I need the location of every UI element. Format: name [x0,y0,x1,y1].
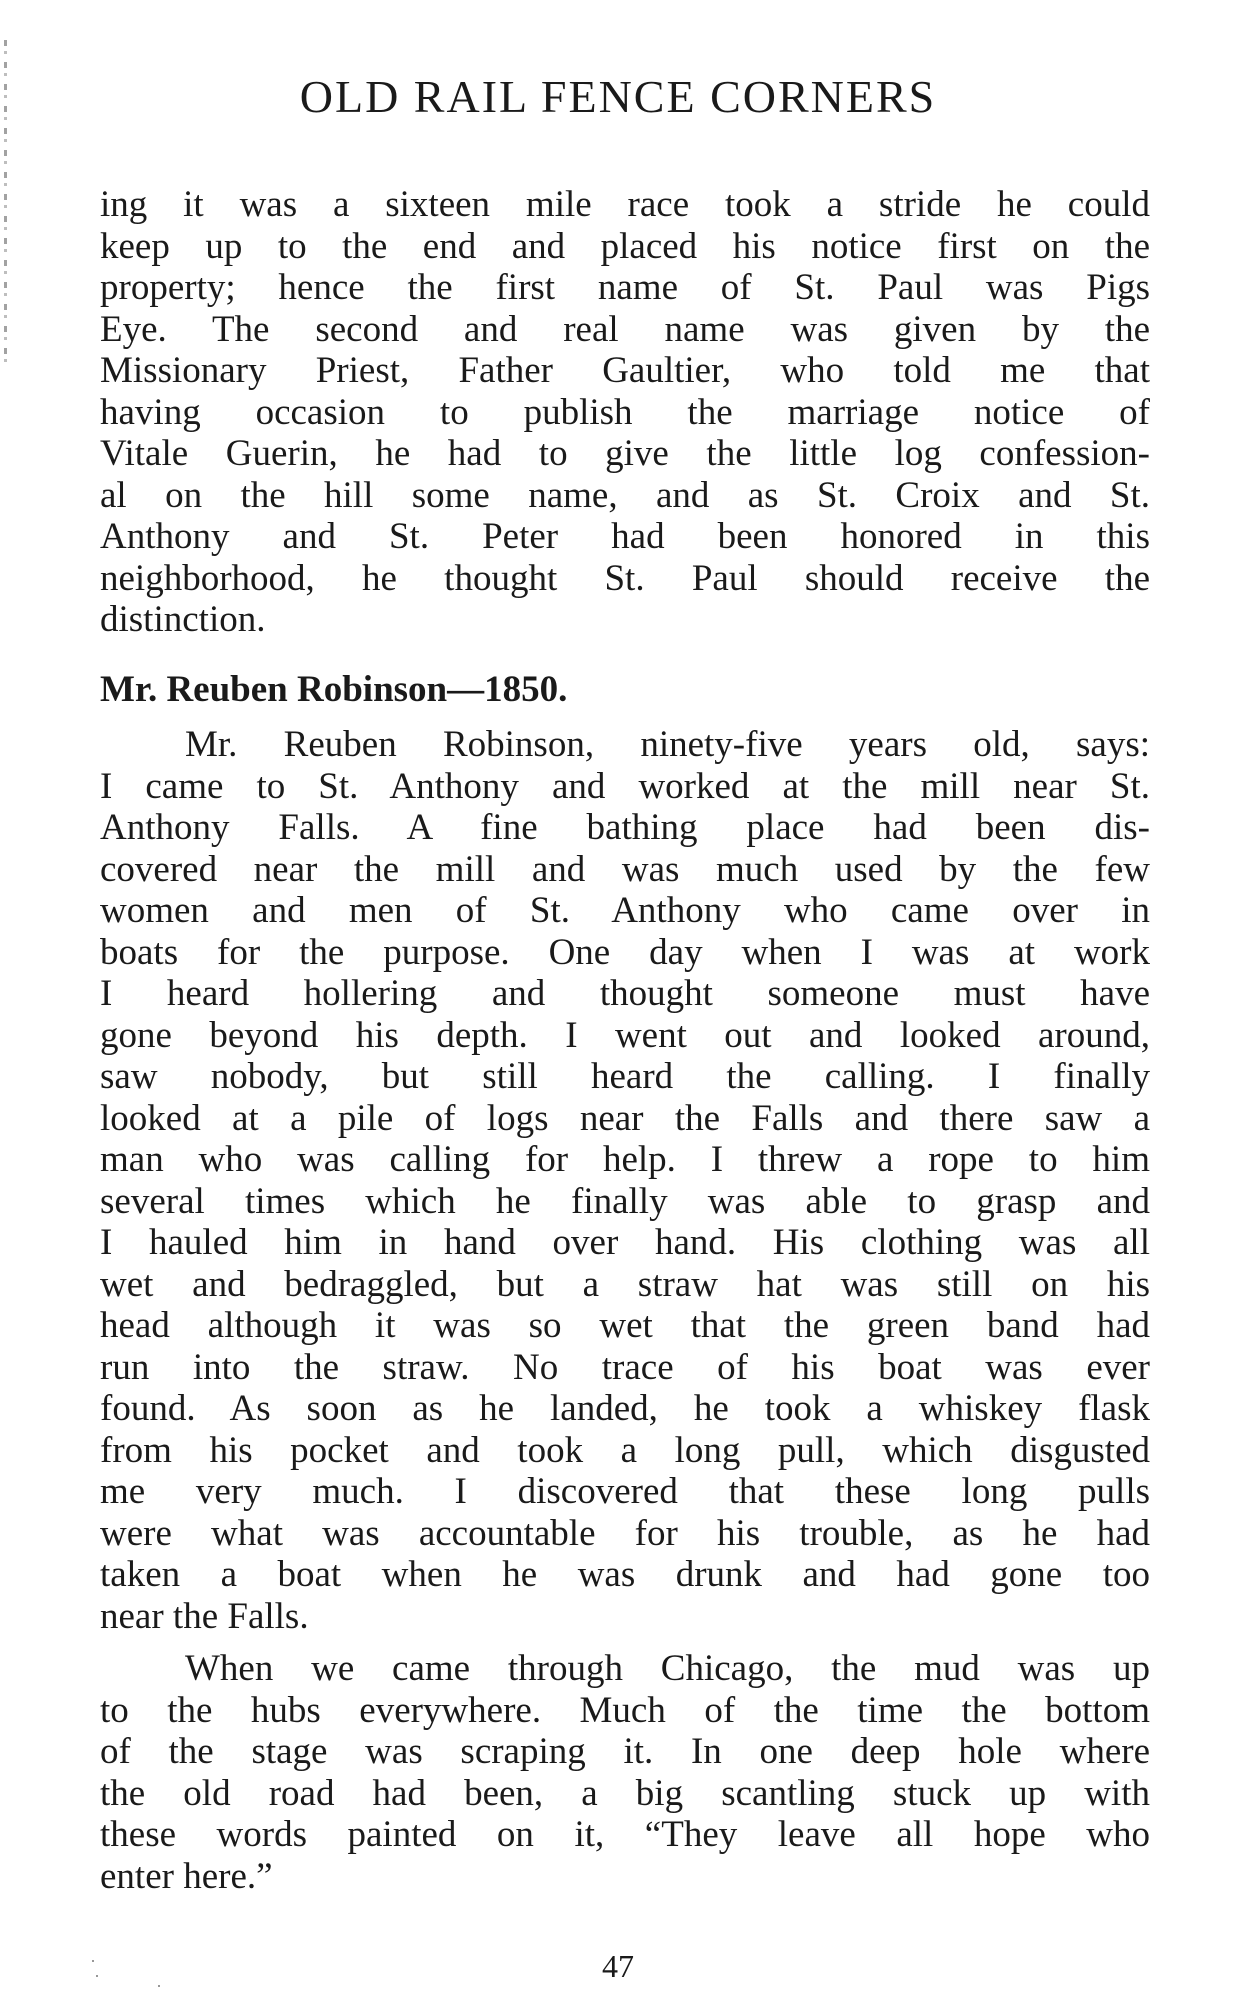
text-line: taken a boat when he was drunk and had gone too [100,1554,1150,1595]
text-line: property; hence the first name of St. Paul was Pigs [100,267,1150,308]
text-line: Eye. The second and real name was given by the [100,308,1150,350]
text-line: these words painted on it, “They leave all hope who [100,1814,1150,1855]
text-line: to the hubs everywhere. Much of the time the bottom [100,1689,1150,1731]
scan-speck [158,1985,160,1987]
text-line: When we came through Chicago, the mud was up [185,1648,1150,1689]
paragraph-chicago [100,1648,1150,1897]
text-line: boats for the purpose. One day when I was at work [100,931,1150,973]
text-line: saw nobody, but still heard the calling. I finally [100,1056,1150,1097]
text-line: looked at a pile of logs near the Falls and there saw a [100,1097,1150,1139]
text-line: Mr. Reuben Robinson, ninety-five years old, says: [185,724,1150,765]
page-number: 47 [602,1948,634,1984]
text-line: wet and bedraggled, but a straw hat was still on his [100,1263,1150,1305]
text-line: covered near the mill and was much used by the few [100,848,1150,890]
text-line: Missionary Priest, Father Gaultier, who told me that [100,350,1150,391]
text-line: were what was accountable for his trouble, as he had [100,1512,1150,1554]
paragraph-robinson-account [100,724,1150,1637]
text-line: of the stage was scraping it. In one deep hole where [100,1731,1150,1772]
paragraph-continuation [100,184,1150,641]
text-line: neighborhood, he thought St. Paul should receive the [100,557,1150,599]
text-line: Vitale Guerin, he had to give the little log confession- [100,433,1150,474]
text-line: near the Falls. [100,1595,309,1637]
text-line: man who was calling for help. I threw a rope to him [100,1139,1150,1180]
text-line: run into the straw. No trace of his boat was ever [100,1346,1150,1388]
text-line: me very much. I discovered that these long pulls [100,1471,1150,1512]
text-line: I hauled him in hand over hand. His clothing was all [100,1222,1150,1263]
running-head: OLD RAIL FENCE CORNERS [299,71,937,122]
text-line: Anthony Falls. A fine bathing place had been dis- [100,807,1150,848]
text-line: having occasion to publish the marriage notice of [100,391,1150,433]
text-line: keep up to the end and placed his notice first on the [100,225,1150,267]
text-line: I came to St. Anthony and worked at the mill near St. [100,765,1150,807]
text-line: gone beyond his depth. I went out and looked around, [100,1014,1150,1056]
text-line: women and men of St. Anthony who came over in [100,890,1150,931]
text-line: head although it was so wet that the green band had [100,1305,1150,1346]
text-line: I heard hollering and thought someone must have [100,973,1150,1014]
text-line: found. As soon as he landed, he took a whiskey flask [100,1388,1150,1429]
text-line: enter here.” [100,1855,273,1897]
text-line: from his pocket and took a long pull, which disgusted [100,1429,1150,1471]
text-line: Anthony and St. Peter had been honored in this [100,516,1150,557]
section-heading: Mr. Reuben Robinson—1850. [100,669,568,710]
text-line: distinction. [100,599,266,640]
text-line: several times which he finally was able to grasp and [100,1180,1150,1222]
text-line: al on the hill some name, and as St. Croix and St. [100,474,1150,516]
text-line: ing it was a sixteen mile race took a stride he could [100,184,1150,225]
text-line: the old road had been, a big scantling stuck up with [100,1772,1150,1814]
